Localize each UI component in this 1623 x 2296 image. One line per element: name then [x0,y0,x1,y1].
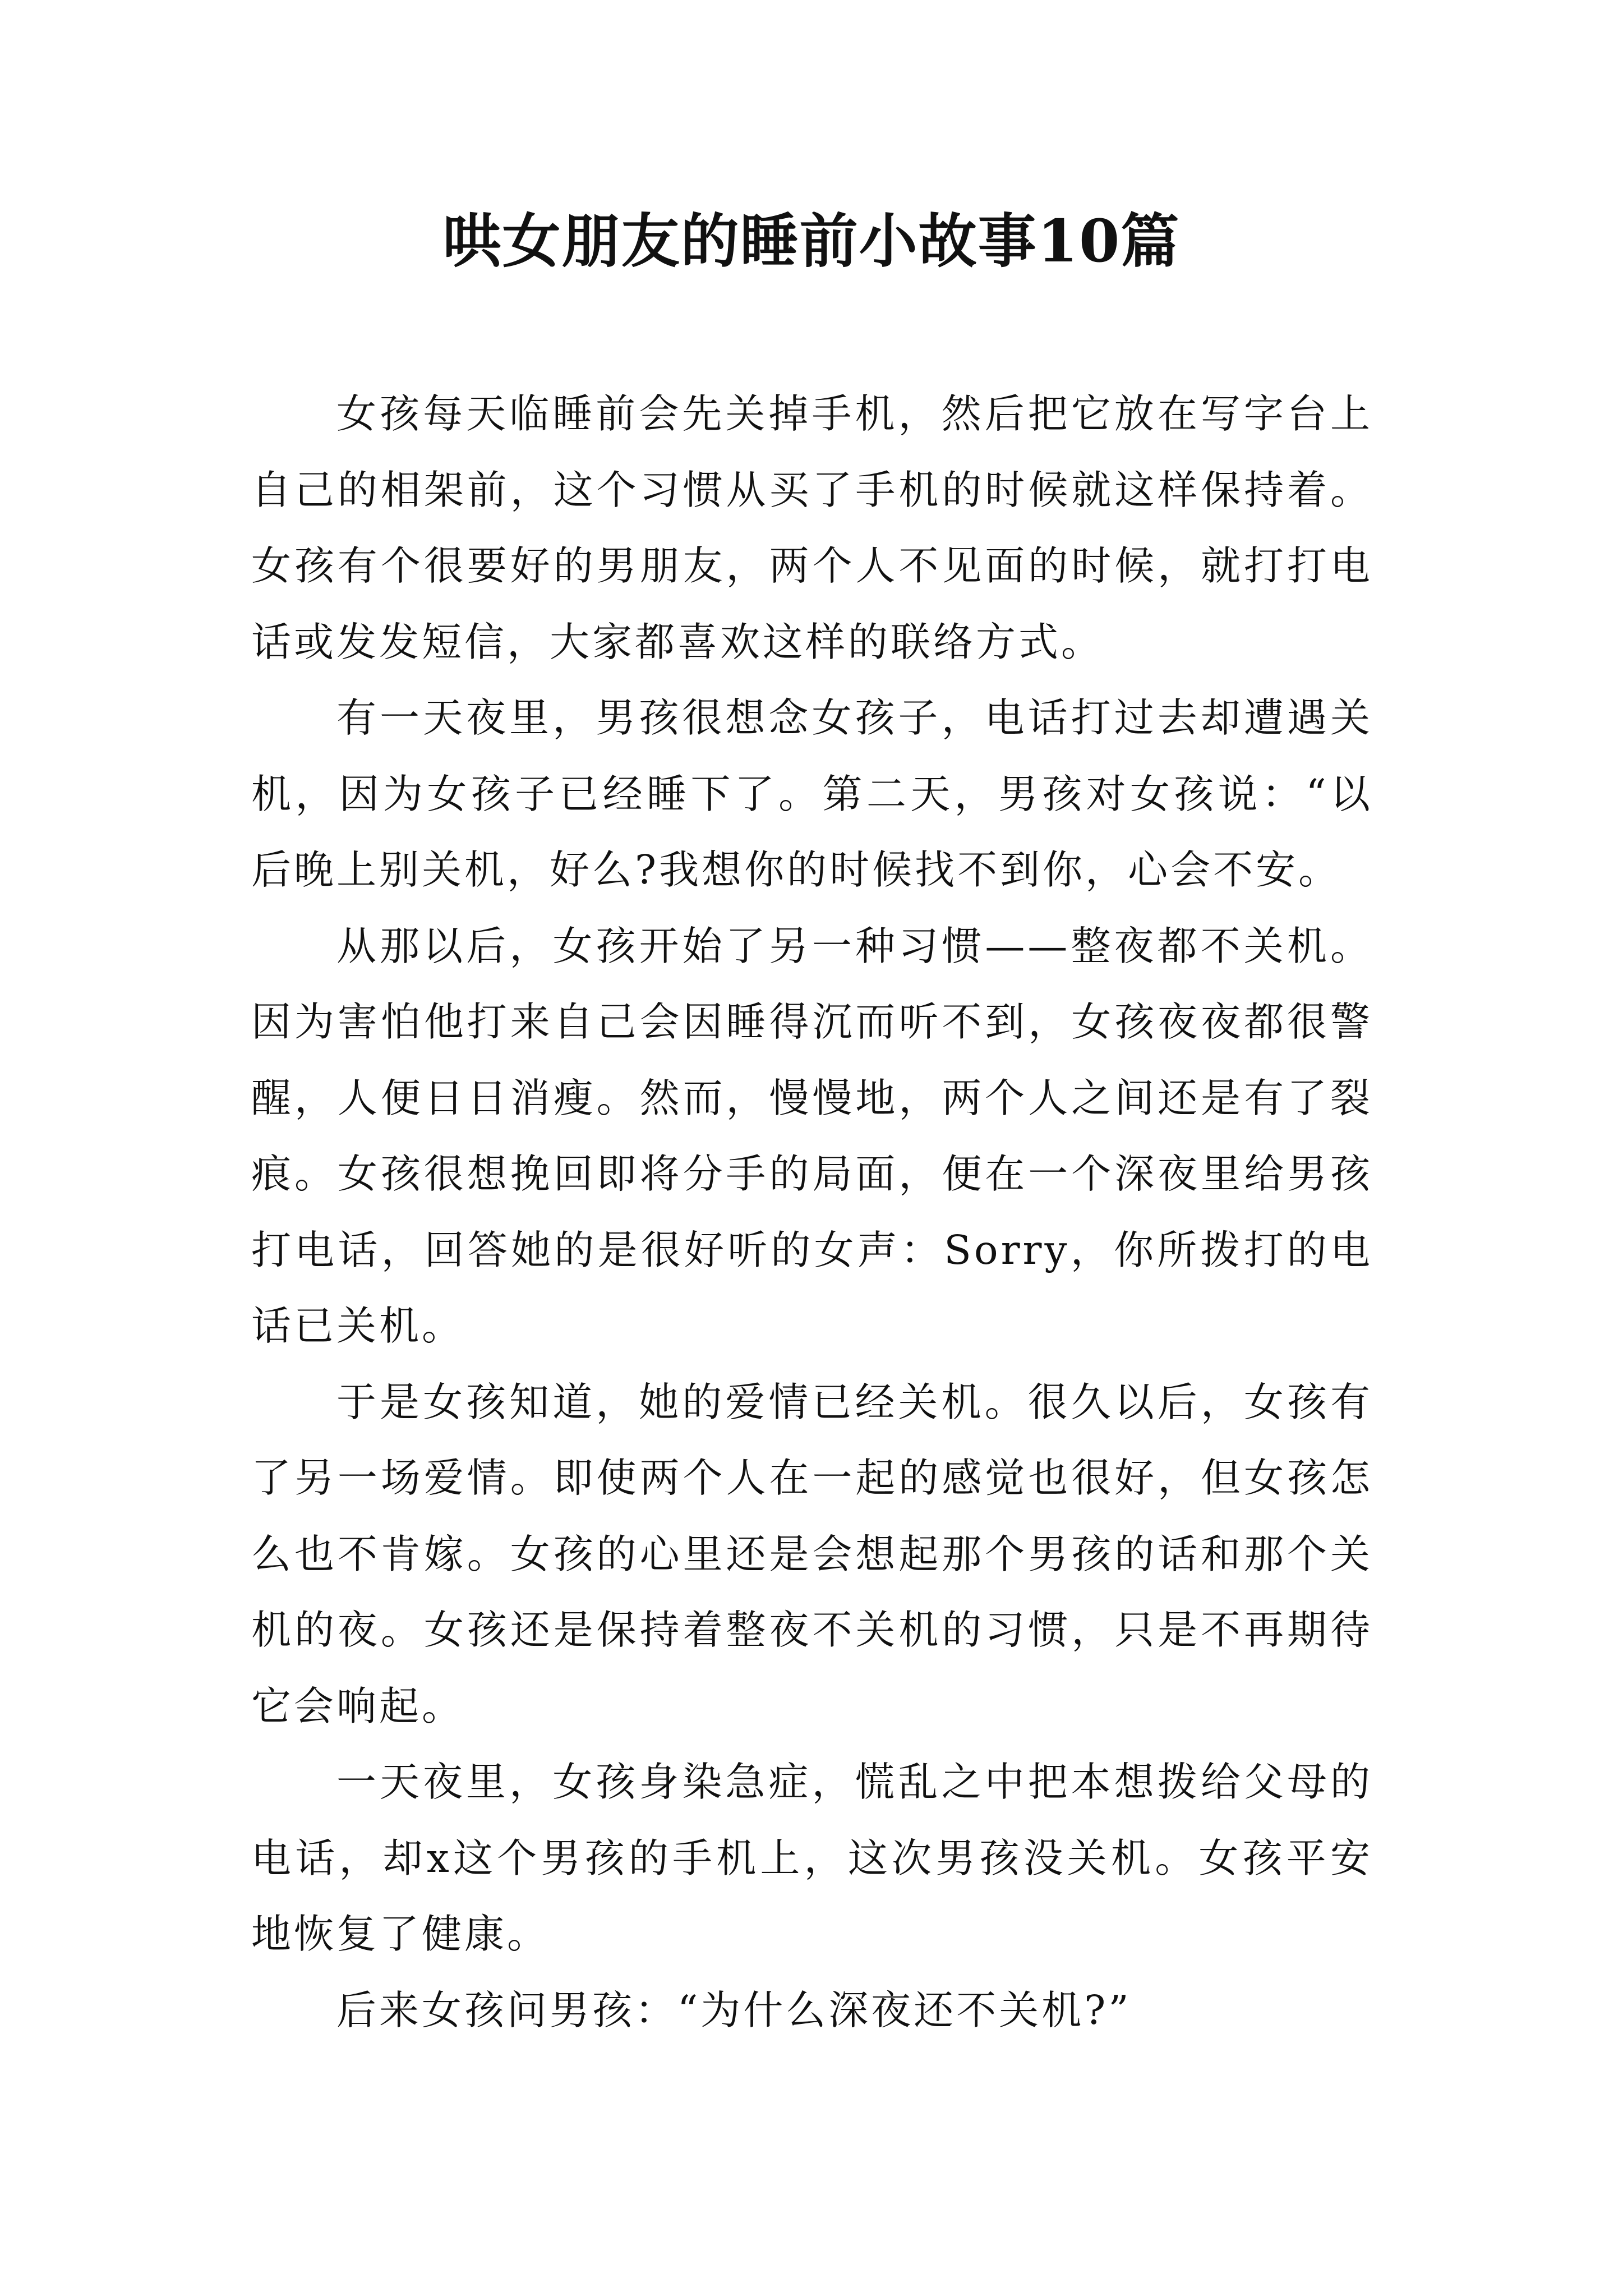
paragraph-4: 于是女孩知道，她的爱情已经关机。很久以后，女孩有了另一场爱情。即使两个人在一起的感觉也很好，但女孩怎么也不肯嫁。女孩的心里还是会想起那个男孩的话和那个关机的夜。女孩还是保持着整夜不关机的习惯，只是不再期待它会响起。 [251,1378,1373,1729]
document-title: 哄女朋友的睡前小故事10篇 [442,206,1181,275]
paragraph-6: 后来女孩问男孩：“为什么深夜还不关机?” [336,1986,1132,2033]
paragraph-3: 从那以后，女孩开始了另一种习惯——整夜都不关机。因为害怕他打来自己会因睡得沉而听不到，女孩夜夜都很警醒，人便日日消瘦。然而，慢慢地，两个人之间还是有了裂痕。女孩很想挽回即将分手的局面，便在一个深夜里给男孩打电话，回答她的是很好听的女声：Sorry，你所拨打的电话已关机。 [251,922,1373,1349]
paragraph-5: 一天夜里，女孩身染急症，慌乱之中把本想拨给父母的电话，却x这个男孩的手机上，这次男孩没关机。女孩平安地恢复了健康。 [251,1759,1373,1957]
document-body [251,376,1373,2048]
paragraph-2: 有一天夜里，男孩很想念女孩子，电话打过去却遭遇关机，因为女孩子已经睡下了。第二天，男孩对女孩说：“以后晚上别关机，好么?我想你的时候找不到你，心会不安。 [251,694,1373,893]
paragraph-1: 女孩每天临睡前会先关掉手机，然后把它放在写字台上自己的相架前，这个习惯从买了手机的时候就这样保持着。女孩有个很要好的男朋友，两个人不见面的时候，就打打电话或发发短信，大家都喜欢这样的联络方式。 [251,390,1373,665]
